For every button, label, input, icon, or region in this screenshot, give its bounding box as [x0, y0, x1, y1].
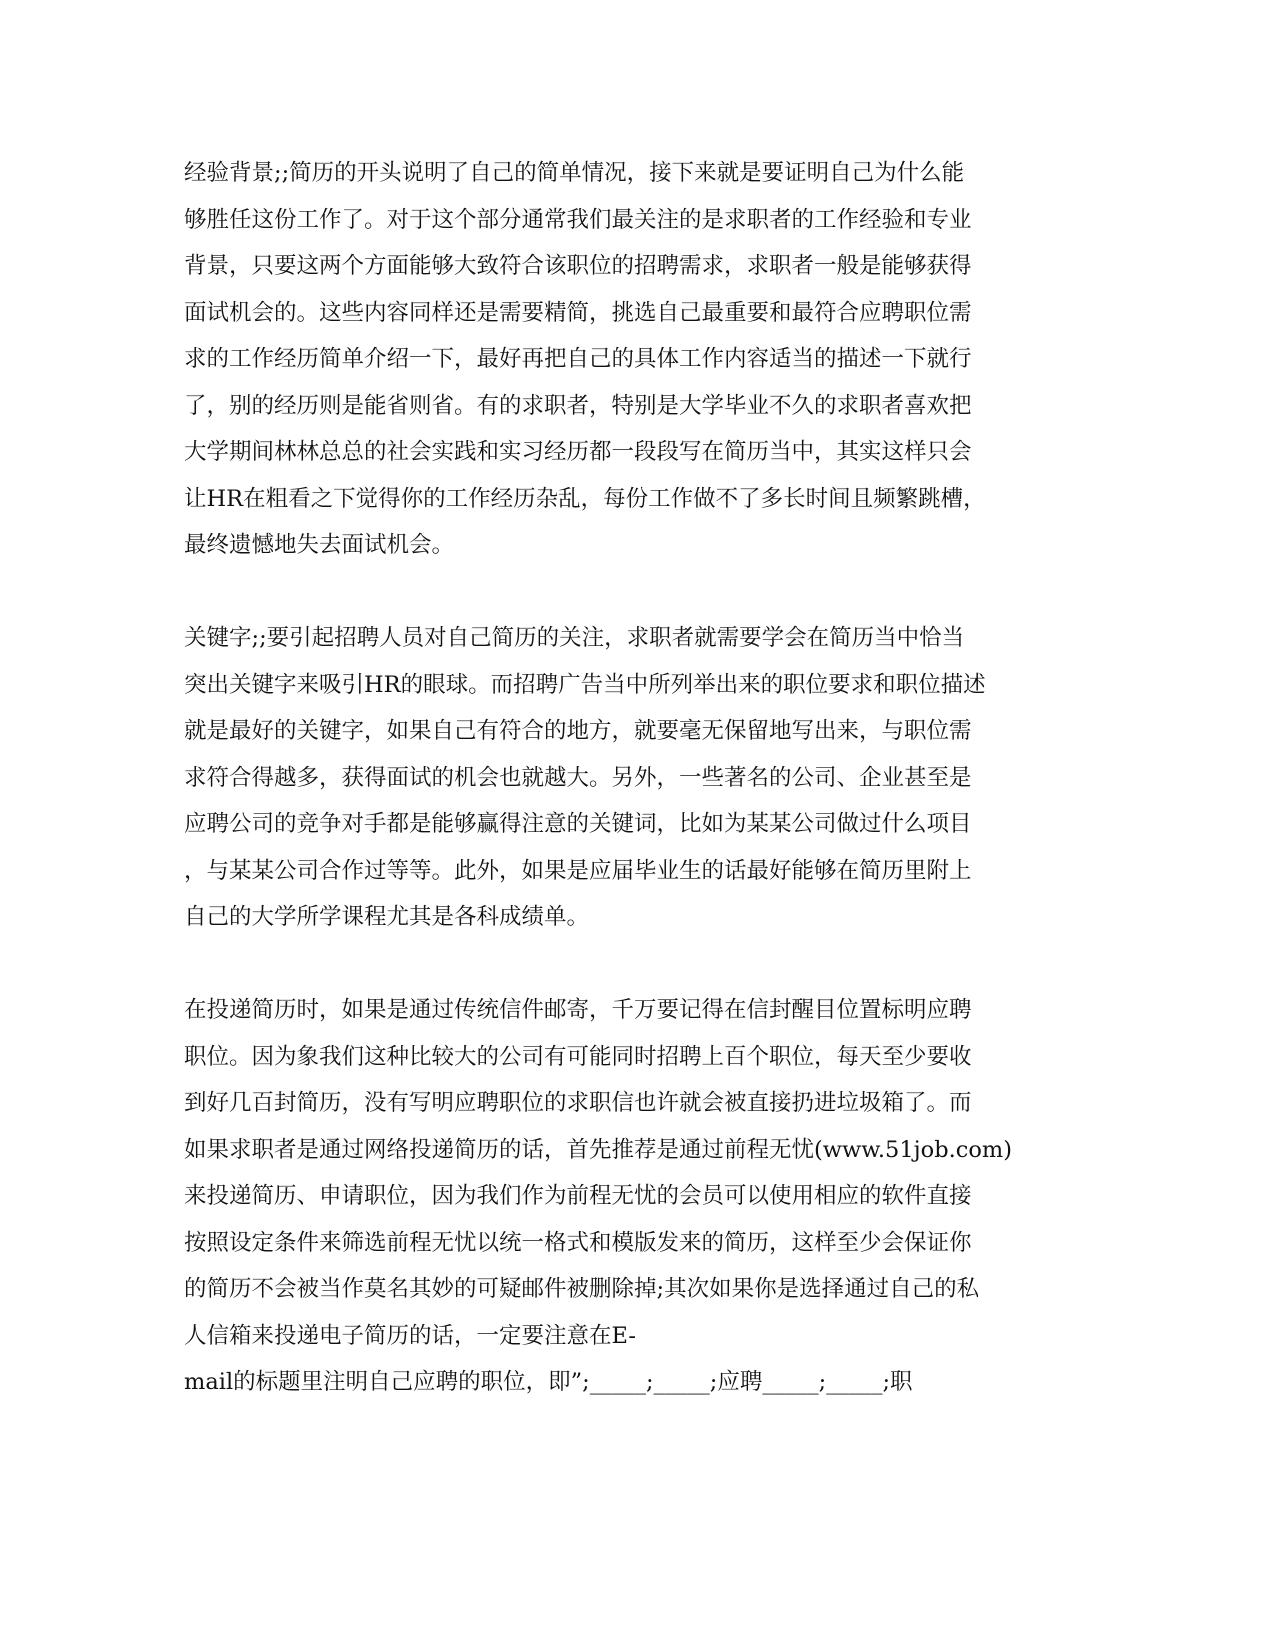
text-line: mail的标题里注明自己应聘的职位，即”;_____;_____;应聘_____;_____;职	[184, 1369, 913, 1395]
text-line: 背景，只要这两个方面能够大致符合该职位的招聘需求，求职者一般是能够获得	[184, 253, 972, 279]
text-line: 最终遗憾地失去面试机会。	[184, 532, 455, 558]
text-line: 来投递简历、申请职位，因为我们作为前程无忧的会员可以使用相应的软件直接	[184, 1183, 972, 1209]
text-line: 了，别的经历则是能省则省。有的求职者，特别是大学毕业不久的求职者喜欢把	[184, 392, 972, 419]
text-line: 突出关键字来吸引HR的眼球。而招聘广告当中所列举出来的职位要求和职位描述	[184, 671, 986, 698]
text-line: 应聘公司的竞争对手都是能够赢得注意的关键词，比如为某某公司做过什么项目	[184, 811, 972, 837]
paragraph-keywords	[184, 615, 1034, 941]
document-page	[184, 150, 1034, 1406]
text-line: 求的工作经历简单介绍一下，最好再把自己的具体工作内容适当的描述一下就行	[184, 346, 972, 372]
text-line: 经验背景;;简历的开头说明了自己的简单情况，接下来就是要证明自己为什么能	[184, 160, 965, 186]
paragraph-submission	[184, 987, 1034, 1406]
text-line: 到好几百封简历，没有写明应聘职位的求职信也许就会被直接扔进垃圾箱了。而	[184, 1090, 972, 1116]
text-line: 面试机会的。这些内容同样还是需要精简，挑选自己最重要和最符合应聘职位需	[184, 299, 972, 326]
text-line: 就是最好的关键字，如果自己有符合的地方，就要毫无保留地写出来，与职位需	[184, 718, 972, 744]
text-line: ，与某某公司合作过等等。此外，如果是应届毕业生的话最好能够在简历里附上	[184, 857, 972, 884]
text-line: 的简历不会被当作莫名其妙的可疑邮件被删除掉;其次如果你是选择通过自己的私	[184, 1276, 980, 1302]
text-line: 求符合得越多，获得面试的机会也就越大。另外，一些著名的公司、企业甚至是	[184, 764, 972, 791]
paragraph-spacer	[184, 941, 1034, 988]
text-line: 按照设定条件来筛选前程无忧以统一格式和模版发来的简历，这样至少会保证你	[184, 1229, 972, 1256]
text-line: 人信箱来投递电子简历的话，一定要注意在E-	[184, 1322, 636, 1349]
text-line: 自己的大学所学课程尤其是各科成绩单。	[184, 904, 590, 930]
paragraph-experience	[184, 150, 1034, 569]
text-line: 在投递简历时，如果是通过传统信件邮寄，千万要记得在信封醒目位置标明应聘	[184, 997, 972, 1023]
paragraph-spacer	[184, 569, 1034, 616]
text-line: 大学期间林林总总的社会实践和实习经历都一段段写在简历当中，其实这样只会	[184, 439, 972, 465]
text-line: 职位。因为象我们这种比较大的公司有可能同时招聘上百个职位，每天至少要收	[184, 1043, 972, 1070]
text-line: 关键字;;要引起招聘人员对自己简历的关注，求职者就需要学会在简历当中恰当	[184, 625, 965, 651]
text-line: 够胜任这份工作了。对于这个部分通常我们最关注的是求职者的工作经验和专业	[184, 206, 972, 233]
text-line: 如果求职者是通过网络投递简历的话，首先推荐是通过前程无忧(www.51job.com)	[184, 1136, 1013, 1163]
text-line: 让HR在粗看之下觉得你的工作经历杂乱，每份工作做不了多长时间且频繁跳槽，	[184, 485, 986, 512]
